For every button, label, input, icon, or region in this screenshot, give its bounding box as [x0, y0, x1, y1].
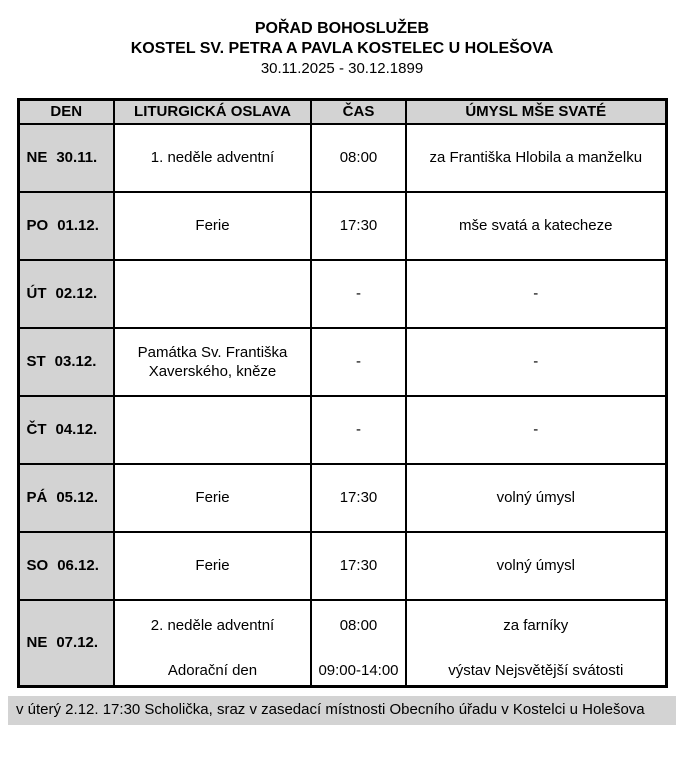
table-row [18, 600, 666, 687]
day-abbr: SO [26, 557, 49, 574]
feast-primary: 2. neděle adventní [150, 617, 275, 635]
intention-cell [406, 600, 666, 687]
time-primary: 17:30 [339, 217, 378, 234]
feast-cell [114, 532, 311, 600]
feast-primary: Ferie [195, 217, 230, 234]
day-date: 07.12. [56, 634, 99, 652]
day-date: 01.12. [57, 217, 99, 234]
time-cell [311, 124, 406, 192]
intention-primary: - [533, 421, 539, 438]
day-cell [18, 600, 114, 687]
day-cell [18, 532, 114, 600]
intention-cell [406, 532, 666, 600]
feast-cell [114, 192, 311, 260]
col-header-den: DEN [18, 100, 114, 124]
intention-cell [406, 260, 666, 328]
schedule-body [18, 124, 666, 687]
table-row [18, 532, 666, 600]
day-date: 02.12. [55, 285, 98, 302]
day-date: 06.12. [57, 557, 99, 574]
intention-cell [406, 124, 666, 192]
day-cell [18, 192, 114, 260]
announcement-note: v úterý 2.12. 17:30 Scholička, sraz v zasedací místnosti Obecního úřadu v Kostelci u Holešova [8, 696, 676, 725]
feast-secondary: Adorační den [167, 662, 258, 680]
table-row [18, 328, 666, 396]
feast-cell [114, 260, 311, 328]
col-header-cas: ČAS [311, 100, 406, 124]
day-cell [18, 260, 114, 328]
day-cell [18, 328, 114, 396]
day-cell [18, 396, 114, 464]
intention-cell [406, 192, 666, 260]
time-cell [311, 260, 406, 328]
feast-primary: Ferie [195, 489, 230, 506]
intention-cell [406, 328, 666, 396]
intention-primary: volný úmysl [496, 557, 575, 574]
time-primary: - [356, 353, 361, 370]
day-date: 05.12. [56, 489, 99, 506]
time-cell [311, 464, 406, 532]
time-cell [311, 192, 406, 260]
intention-cell [406, 396, 666, 464]
feast-cell [114, 464, 311, 532]
schedule-table [17, 98, 668, 688]
time-primary: 17:30 [339, 557, 378, 574]
day-abbr: PÁ [26, 489, 48, 506]
time-secondary: 09:00-14:00 [318, 662, 399, 680]
day-date: 03.12. [54, 353, 97, 370]
table-row [18, 260, 666, 328]
col-header-umysl: ÚMYSL MŠE SVATÉ [406, 100, 666, 124]
day-date: 30.11. [56, 149, 98, 166]
day-abbr: ČT [26, 421, 47, 438]
intention-primary: - [533, 353, 539, 370]
time-primary: - [356, 285, 361, 302]
time-primary: - [356, 421, 361, 438]
feast-primary: 1. neděle adventní [150, 149, 275, 166]
feast-cell [114, 124, 311, 192]
date-range: 30.11.2025 - 30.12.1899 [260, 60, 424, 77]
time-cell [311, 600, 406, 687]
time-cell [311, 396, 406, 464]
day-date: 04.12. [55, 421, 98, 438]
day-cell [18, 464, 114, 532]
feast-cell [114, 600, 311, 687]
table-row [18, 192, 666, 260]
col-header-liturgicka-oslava: LITURGICKÁ OSLAVA [114, 100, 311, 124]
table-row [18, 464, 666, 532]
header-row [18, 100, 666, 124]
feast-cell [114, 396, 311, 464]
time-primary: 08:00 [339, 617, 378, 635]
feast-cell [114, 328, 311, 396]
day-abbr: ST [26, 353, 46, 370]
intention-cell [406, 464, 666, 532]
day-abbr: PO [26, 217, 49, 234]
day-abbr: ÚT [26, 285, 47, 302]
feast-primary: Ferie [195, 557, 230, 574]
day-abbr: NE [26, 634, 48, 652]
feast-primary: Památka Sv. Františka Xaverského, kněze [137, 343, 288, 380]
time-primary: 17:30 [339, 489, 378, 506]
church-name: KOSTEL SV. PETRA A PAVLA KOSTELEC U HOLEŠOVA [130, 40, 554, 57]
day-cell [18, 124, 114, 192]
intention-primary: za farníky [503, 617, 569, 635]
day-abbr: NE [26, 149, 48, 166]
table-row [18, 124, 666, 192]
intention-primary: mše svatá a katecheze [459, 217, 613, 234]
page-header [0, 0, 684, 79]
intention-primary: - [533, 285, 539, 302]
intention-primary: volný úmysl [496, 489, 575, 506]
time-cell [311, 328, 406, 396]
page-title: POŘAD BOHOSLUŽEB [254, 20, 430, 37]
intention-secondary: výstav Nejsvětější svátosti [448, 662, 624, 680]
intention-primary: za Františka Hlobila a manželku [429, 149, 643, 166]
time-primary: 08:00 [339, 149, 378, 166]
time-cell [311, 532, 406, 600]
table-row [18, 396, 666, 464]
